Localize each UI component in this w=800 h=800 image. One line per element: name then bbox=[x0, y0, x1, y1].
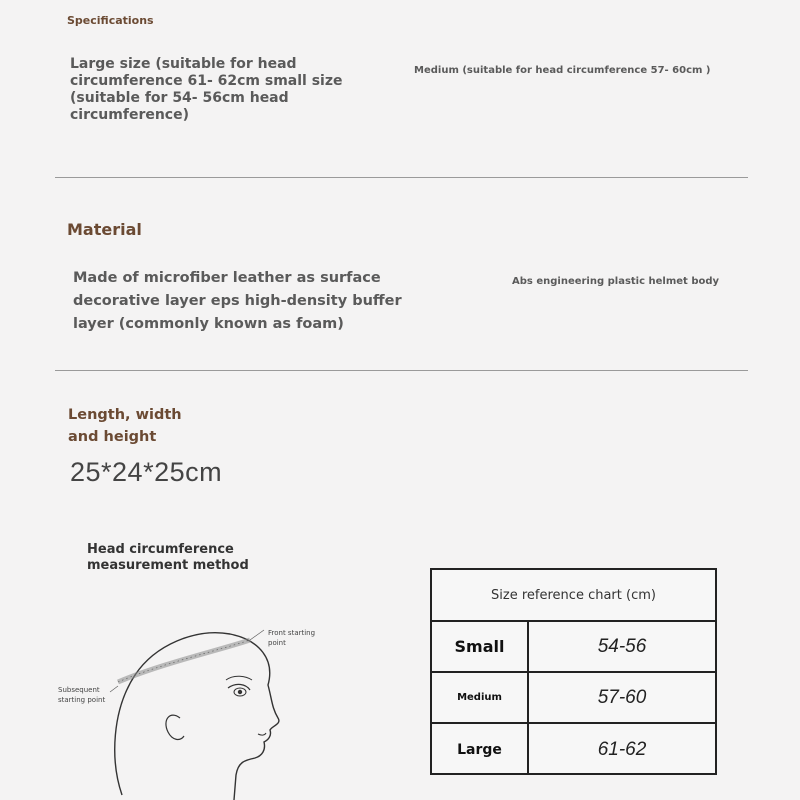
size-range: 57-60 bbox=[597, 686, 647, 708]
divider bbox=[55, 177, 748, 178]
table-row bbox=[432, 673, 715, 724]
front-starting-point-label: Front starting point bbox=[268, 629, 316, 647]
subsequent-starting-point-label: Subsequent starting point bbox=[58, 686, 106, 704]
spec-large-small-text: Large size (suitable for head circumference 61- 62cm small size (suitable for 54- 56cm head circumference) bbox=[70, 56, 343, 123]
table-row bbox=[432, 724, 715, 775]
measurement-heading: Head circumference measurement method bbox=[87, 542, 249, 573]
size-name: Small bbox=[432, 622, 529, 671]
table-row bbox=[432, 622, 715, 673]
divider bbox=[55, 370, 748, 371]
dimensions-heading: Length, width and height bbox=[68, 407, 182, 445]
material-heading: Material bbox=[67, 220, 142, 239]
size-range: 61-62 bbox=[597, 738, 647, 760]
specifications-heading: Specifications bbox=[67, 14, 154, 27]
size-reference-table bbox=[430, 568, 717, 775]
size-name: Large bbox=[432, 724, 529, 775]
spec-medium-text: Medium (suitable for head circumference 57- 60cm ) bbox=[414, 65, 711, 76]
size-name: Medium bbox=[432, 673, 529, 722]
dimensions-value: 25*24*25cm bbox=[70, 457, 223, 487]
material-surface-text: Made of microfiber leather as surface decorative layer eps high-density buffer layer (commonly known as foam) bbox=[73, 270, 402, 332]
size-range: 54-56 bbox=[597, 635, 647, 657]
size-table-title: Size reference chart (cm) bbox=[432, 570, 715, 622]
material-body-text: Abs engineering plastic helmet body bbox=[512, 276, 720, 287]
